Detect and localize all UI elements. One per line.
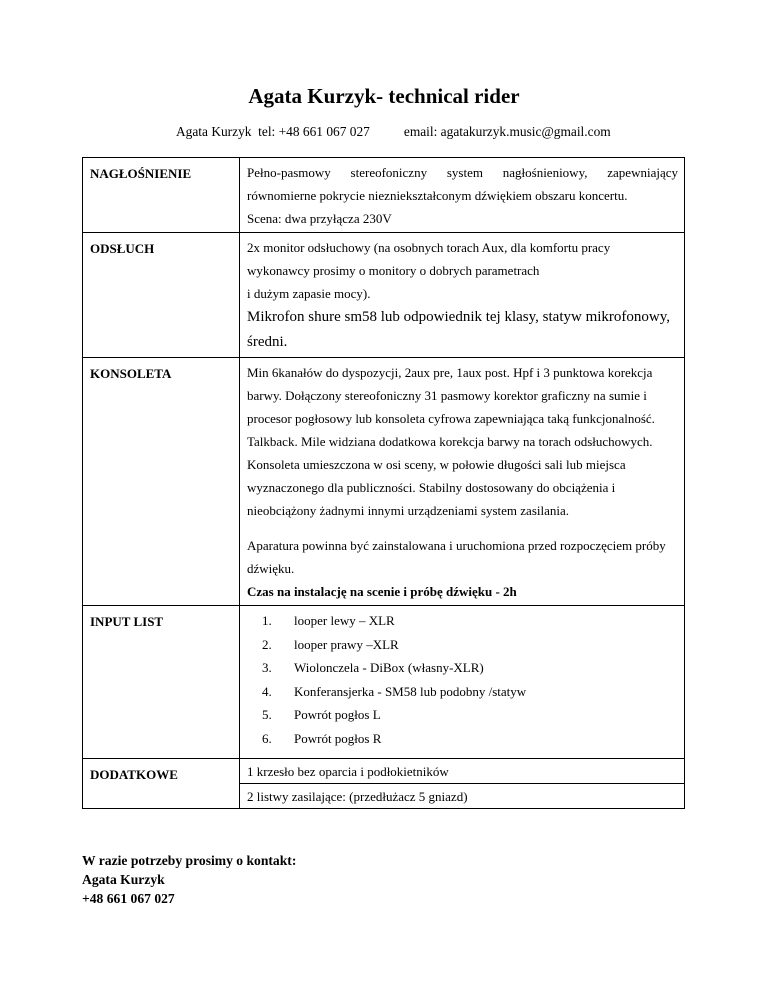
footer-name: Agata Kurzyk <box>82 872 165 887</box>
row-odsluch <box>83 233 685 358</box>
naglosnienie-text: Pełno-pasmowy stereofoniczny system nagłośnieniowy, zapewniający równomierne pokrycie niezniekształconym dźwiękiem obszaru koncertu. <box>247 165 678 203</box>
input-number: 2. <box>262 636 272 652</box>
section-content-input-list <box>240 606 685 759</box>
odsluch-microphone: Mikrofon shure sm58 lub odpowiednik tej klasy, statyw mikrofonowy, średni. <box>247 309 671 350</box>
section-content-dodatkowe <box>240 759 685 809</box>
document-title: Agata Kurzyk- technical rider <box>248 84 520 108</box>
contact-line <box>176 124 611 140</box>
contact-email: email: agatakurzyk.music@gmail.com <box>403 124 611 139</box>
input-number: 6. <box>262 730 272 746</box>
input-list-item <box>247 609 678 633</box>
input-source: Wiolonczela - DiBox (własny-XLR) <box>294 660 484 675</box>
section-content-konsoleta <box>240 358 685 606</box>
input-list-item <box>247 680 678 704</box>
konsoleta-para-2: Konsoleta umieszczona w osi sceny, w połowie długości sali lub miejsca wyznaczonego dla publiczności. Stabilny dostosowany do obciążenia i nieobciążony żadnymi innymi urządzeniami system zasilania. <box>247 457 626 518</box>
rider-table <box>82 157 685 809</box>
section-label-odsluch: ODSŁUCH <box>83 233 240 358</box>
konsoleta-para-3: Aparatura powinna być zainstalowana i uruchomiona przed rozpoczęciem próby dźwięku. <box>247 538 666 576</box>
section-label-konsoleta: KONSOLETA <box>83 358 240 606</box>
input-source: looper lewy – XLR <box>294 613 395 628</box>
input-number: 4. <box>262 683 272 699</box>
input-list-item <box>247 727 678 751</box>
footer-phone: +48 661 067 027 <box>82 891 175 906</box>
section-content-odsluch <box>240 233 685 358</box>
section-label-dodatkowe: DODATKOWE <box>83 759 240 809</box>
dodatkowe-item-2: 2 listwy zasilające: (przedłużacz 5 gniazd) <box>247 789 468 804</box>
dodatkowe-item-1: 1 krzesło bez oparcia i podłokietników <box>240 759 684 784</box>
section-content-naglosnienie <box>240 158 685 233</box>
input-list-item <box>247 633 678 657</box>
row-naglosnienie <box>83 158 685 233</box>
contact-phone: Agata Kurzyk tel: +48 661 067 027 <box>176 124 370 139</box>
odsluch-line-1: 2x monitor odsłuchowy (na osobnych torach Aux, dla komfortu pracy <box>247 240 611 255</box>
odsluch-line-3: i dużym zapasie mocy). <box>247 286 371 301</box>
input-source: Powrót pogłos R <box>294 730 382 746</box>
odsluch-line-2: wykonawcy prosimy o monitory o dobrych parametrach <box>247 263 540 278</box>
konsoleta-para-1: Min 6kanałów do dyspozycji, 2aux pre, 1aux post. Hpf i 3 punktowa korekcja barwy. Dołączony stereofoniczny 31 pasmowy korektor graficzny na sumie i procesor pogłosowy lub konsoleta cyfrowa zapewniająca taką funkcjonalność. Talkback. Mile widziana dodatkowa korekcja barwy na torach odsłuchowych. <box>247 365 655 449</box>
input-number: 3. <box>262 660 272 675</box>
input-list-item <box>247 703 678 727</box>
input-number: 5. <box>262 707 272 722</box>
input-number: 1. <box>262 613 272 628</box>
row-dodatkowe <box>83 759 685 809</box>
section-label-input-list: INPUT LIST <box>83 606 240 759</box>
contact-footer <box>82 851 296 908</box>
konsoleta-setup-time: Czas na instalację na scenie i próbę dźwięku - 2h <box>247 584 517 599</box>
input-source: Powrót pogłos L <box>294 707 381 722</box>
naglosnienie-power: Scena: dwa przyłącza 230V <box>247 211 392 226</box>
input-source: looper prawy –XLR <box>294 636 399 652</box>
row-konsoleta <box>83 358 685 606</box>
input-list-item <box>247 656 678 680</box>
input-list <box>247 609 678 750</box>
row-input-list <box>83 606 685 759</box>
konsoleta-spacer <box>247 522 678 534</box>
section-label-naglosnienie: NAGŁOŚNIENIE <box>83 158 240 233</box>
input-source: Konferansjerka - SM58 lub podobny /statyw <box>294 683 527 699</box>
footer-line-1: W razie potrzeby prosimy o kontakt: <box>82 853 297 868</box>
